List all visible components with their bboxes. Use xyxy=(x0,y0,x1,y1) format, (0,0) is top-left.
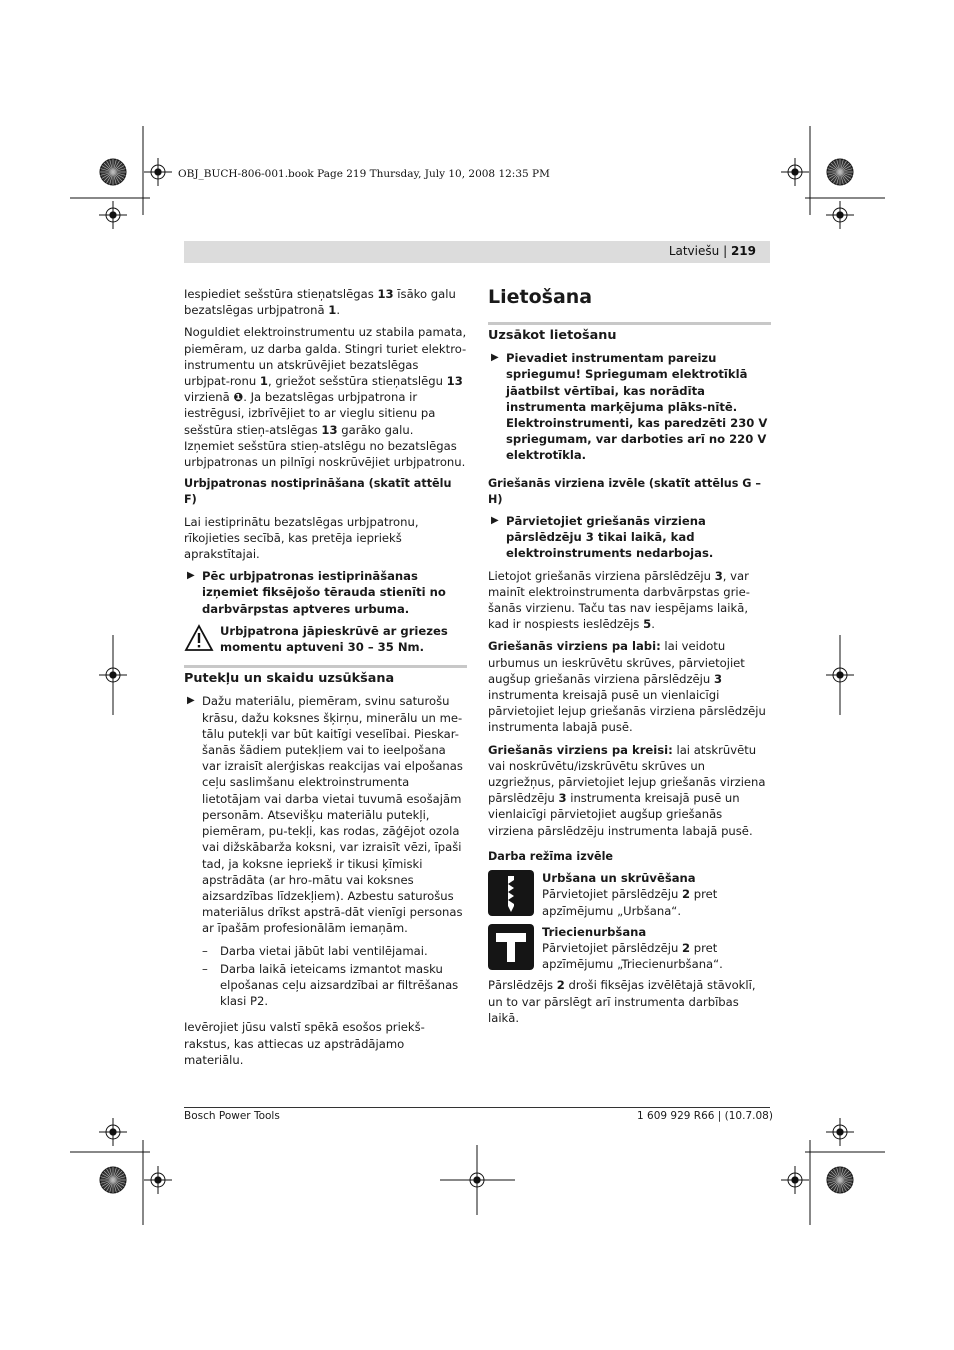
mode-impact-title: Triecienurbšana xyxy=(542,924,647,939)
triangle-bullet-icon: ▶ xyxy=(491,352,499,364)
drill-bit-icon xyxy=(488,870,534,916)
paragraph-mount-chuck: Lai iestiprinātu bezatslēgas urbjpatronu, rīkojieties secībā, kas pretēja iepriekš aprakstītajai. xyxy=(184,514,419,562)
left-column xyxy=(184,286,467,1074)
header-page-number: 219 xyxy=(730,244,756,258)
mode-impact-drilling xyxy=(488,924,771,973)
paragraph-rotation-switch: Lietojot griešanās virziena pārslēdzēju 3, var mainīt elektroinstrumenta darbvārpstas grie-šanās virzienu. Taču tas nav iespējams laikā, kad ir nospiests ieslēdzējs 5. xyxy=(488,568,750,632)
triangle-bullet-icon: ▶ xyxy=(187,570,195,582)
bullet-dust-hazard: ▶ Dažu materiālu, piemēram, svinu saturošu krāsu, dažu koksnes šķirņu, minerālu un me-tālu putekļi var būt kaitīgi veselībai. Pieskar-šanās šādiem putekļiem vai to ieelpošana var izraisīt alerģiskas reakcijas vai elpošanas ceļu saslimšanu elektroinstrumenta lietotājam vai darba vietai tuvumā esošajām personām. Atsevišķu materiālu putekļi, piemēram, pu-tekļi, kas rodas, zāģējot ozola vai dižskābarža koksni, var izraisīt vēzi, īpaši tad, ja koksne iepriekš ir tikusi ķīmiski apstrādāta (ar hro-mātu vai koksnes aizsardzības līdzekļiem). Azbestu saturošus materiālus drīkst apstrā-dāt vienīgi personas ar īpašām profesionālām iemaņām. xyxy=(187,694,463,936)
page-header-text xyxy=(669,244,756,258)
paragraph-remove-chuck: Noguldiet elektroinstrumentu uz stabila pamata, piemēram, uz darba galda. Stingri turiet elektro-instrumentu un atskrūvējiet bezatslēgas urbjpat-ronu 1, griežot sešstūra stieņatslēgu 13 virzienā ❶. Ja bezatslēgas urbjpatrona ir iestrēgusi, izbrīvējiet to ar vieglu sitienu pa sešstūra stieņ-atslēgas 13 garāko galu. Izņemiet sešstūra stieņ-atslēgu no bezatslēgas urbjpatronas un pilnīgi noskrūvējiet urbjpatronu. xyxy=(184,325,467,470)
mode-impact-text: Pārvietojiet pārslēdzēju 2 pret apzīmējumu „Triecienurbšana“. xyxy=(542,940,723,972)
section-dust-extraction: Putekļu un skaidu uzsūkšana xyxy=(184,665,467,687)
print-info-line: OBJ_BUCH-806-001.book Page 219 Thursday, July 10, 2008 12:35 PM xyxy=(178,168,550,180)
section-starting-operation: Uzsākot lietošanu xyxy=(488,322,771,344)
header-separator: | xyxy=(723,244,728,258)
subheading-rotation-direction: Griešanās virziena izvēle (skatīt attēlus G – H) xyxy=(488,476,761,506)
triangle-bullet-icon: ▶ xyxy=(187,695,195,707)
paragraph-right-rotation: Griešanās virziens pa labi: lai veidotu urbumus un ieskrūvētu skrūves, pārvietojiet augšup griešanās virziena pārslēdzēju 3 instrumenta kreisajā pusē un vienlaicīgi pārvietojiet lejup griešanās virziena pārslēdzēju instrumenta labajā pusē. xyxy=(488,639,766,735)
dash-item-mask: – Darba laikā ieteicams izmantot masku elpošanas ceļu aizsardzībai ar filtrēšanas klasi P2. xyxy=(202,961,459,1009)
paragraph-regulations: Ievērojiet jūsu valstī spēkā esošos priekš-rakstus, kas attiecas uz apstrādājamo materiālu. xyxy=(184,1020,425,1067)
footer-rule xyxy=(184,1107,770,1108)
triangle-bullet-icon: ▶ xyxy=(491,515,499,527)
paragraph-left-rotation: Griešanās virziens pa kreisi: lai atskrūvētu vai noskrūvētu/izskrūvētu skrūves un uzgriežņus, pārvietojiet lejup griešanās virziena pārslēdzēju 3 instrumenta kreisajā pusē un vienlaicīgi pārvietojiet augšup griešanās virziena pārslēdzēju instrumenta labajā pusē. xyxy=(488,742,766,838)
page-header-bar xyxy=(184,241,770,263)
dash-item-ventilation: – Darba vietai jābūt labi ventilējamai. xyxy=(202,943,428,958)
footer-brand: Bosch Power Tools xyxy=(184,1110,280,1122)
hammer-icon xyxy=(488,924,534,970)
header-language: Latviešu xyxy=(668,244,720,258)
subheading-operating-mode: Darba režīma izvēle xyxy=(488,849,614,863)
mode-drilling-title: Urbšana un skrūvēšana xyxy=(542,871,696,886)
warning-torque: Urbjpatrona jāpieskrūvē ar griezes momentu aptuveni 30 – 35 Nm. xyxy=(184,623,467,655)
mode-drilling-text: Pārvietojiet pārslēdzēju 2 pret apzīmējumu „Urbšana“. xyxy=(542,887,718,918)
section-title-operation: Lietošana xyxy=(488,286,593,308)
paragraph-switch-lock: Pārslēdzējs 2 droši fiksējas izvēlētajā stāvoklī, un to var pārslēgt arī instrumenta darbības laikā. xyxy=(488,978,756,1025)
paragraph-insert-key: Iespiediet sešstūra stieņatslēgas 13 īsāko galu bezatslēgas urbjpatronā 1. xyxy=(184,287,456,318)
right-column xyxy=(488,286,771,1032)
footer-doc-number: 1 609 929 R66 | (10.7.08) xyxy=(637,1110,773,1122)
bullet-voltage: ▶ Pievadiet instrumentam pareizu spriegumu! Spriegumam elektrotīklā jāatbilst vērtībai, kas norādīta instrumenta marķējuma plāks-nītē. Elektroinstrumenti, kas paredzēti 230 V spriegumam, var darboties arī no 220 V elektrotīkla. xyxy=(491,351,768,463)
bullet-remove-rod: ▶ Pēc urbjpatronas iestiprināšanas izņemiet fiksējošo tērauda stienīti no darbvārpstas aptveres urbuma. xyxy=(187,569,446,616)
bullet-rotation-switch: ▶ Pārvietojiet griešanās virziena pārslēdzēju 3 tikai laikā, kad elektroinstruments nedarbojas. xyxy=(491,514,714,561)
mode-drilling xyxy=(488,870,771,919)
subheading-chuck-mounting: Urbjpatronas nostiprināšana (skatīt attēlu F) xyxy=(184,477,452,507)
warning-triangle-icon xyxy=(184,624,214,652)
